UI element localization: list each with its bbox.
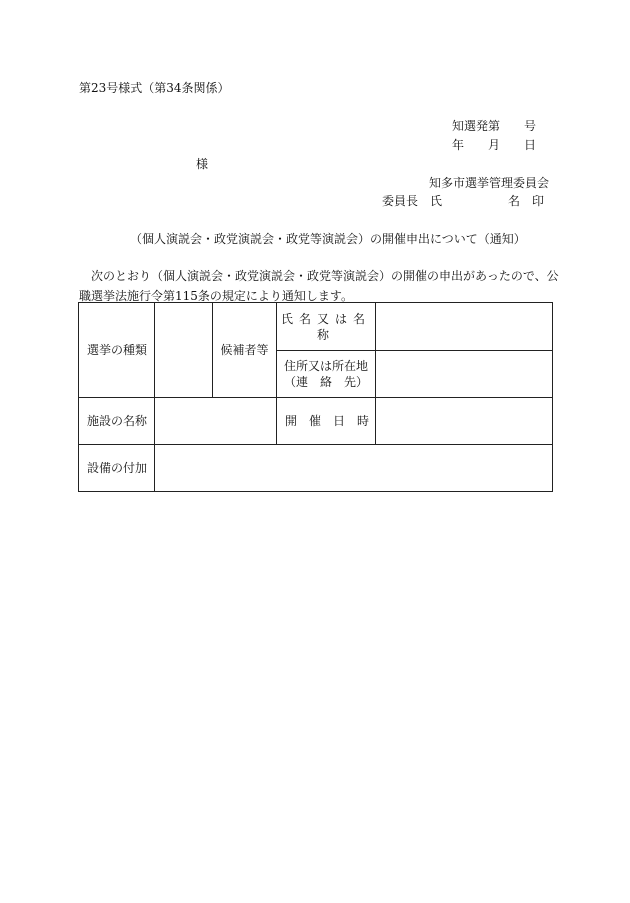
datetime-value[interactable] [376, 398, 553, 445]
document-number: 知選発第 号 [452, 119, 537, 133]
recipient-suffix: 様 [196, 157, 209, 171]
document-title: （個人演説会・政党演説会・政党等演説会）の開催申出について（通知） [130, 232, 526, 246]
address-label-line1: 住所又は所在地 [283, 359, 368, 373]
notice-form-table [78, 302, 553, 492]
address-label [277, 351, 376, 398]
facility-name-label: 施設の名称 [79, 398, 155, 445]
facility-name-value[interactable] [155, 398, 277, 445]
name-value[interactable] [376, 303, 553, 351]
issuer-name: 知多市選挙管理委員会 [429, 176, 550, 190]
form-number: 第23号様式（第34条関係） [79, 81, 230, 95]
election-type-value[interactable] [155, 303, 213, 398]
chair-title: 委員長 氏 [382, 194, 443, 208]
name-label: 氏名又は名称 [277, 303, 376, 351]
issue-date: 年 月 日 [452, 138, 537, 152]
datetime-label: 開 催 日 時 [277, 398, 376, 445]
address-label-line2: （連 絡 先） [283, 375, 368, 389]
chair-seal: 名 印 [508, 194, 545, 208]
intro-paragraph: 次のとおり（個人演説会・政党演説会・政党等演説会）の開催の申出があったので、公職選挙法施行令第115条の規定により通知します。 [79, 269, 559, 303]
address-value[interactable] [376, 351, 553, 398]
equipment-value[interactable] [155, 445, 553, 492]
candidate-label: 候補者等 [213, 303, 277, 398]
equipment-label: 設備の付加 [79, 445, 155, 492]
election-type-label: 選挙の種類 [79, 303, 155, 398]
